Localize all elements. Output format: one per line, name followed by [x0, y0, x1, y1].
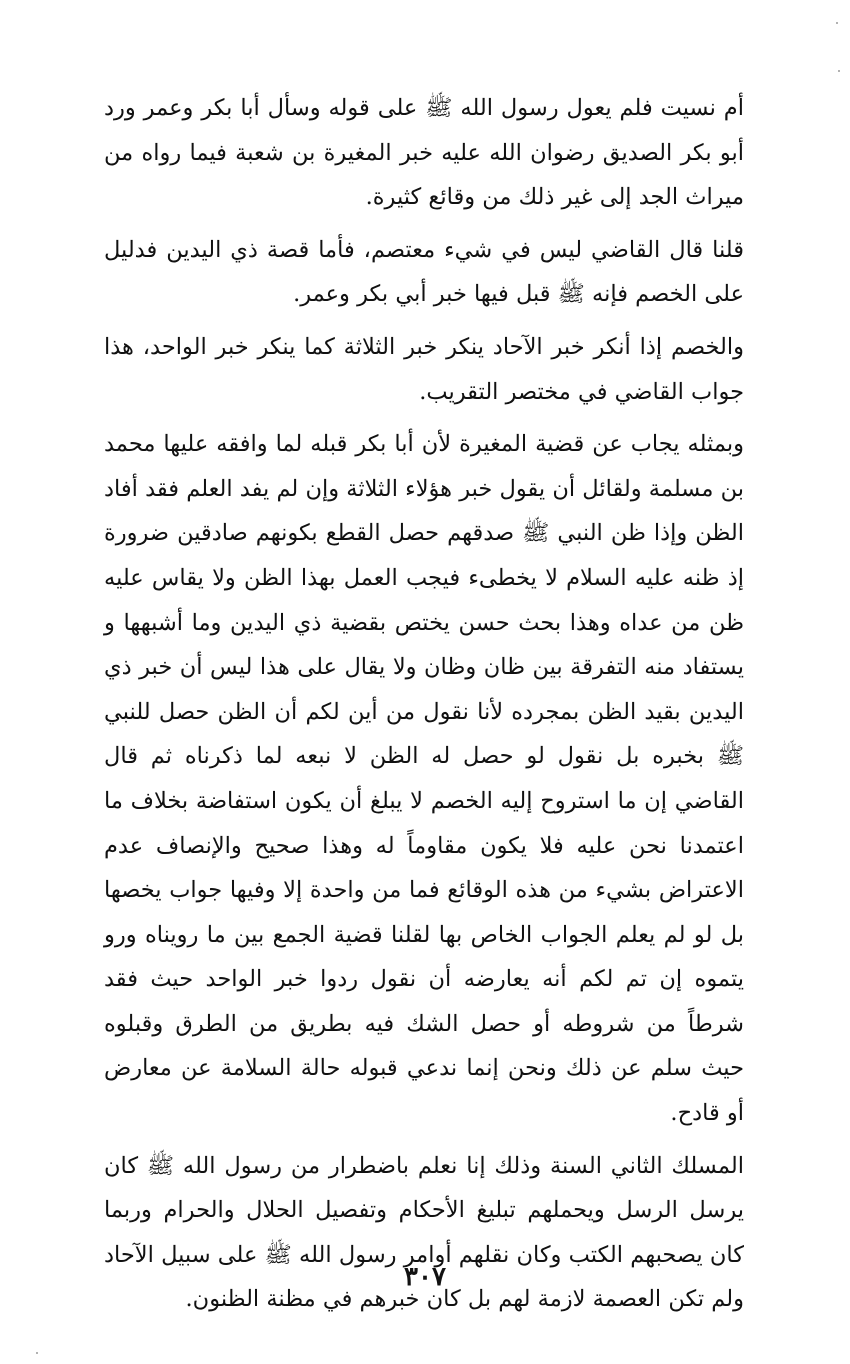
paragraph-5: المسلك الثاني السنة وذلك إنا نعلم باضطرار من رسول الله ﷺ كان يرسل الرسل ويحملهم تبليغ الأحكام وتفصيل الحلال والحرام وربما كان يصحبهم الكتب وكان نقلهم أوامر رسول الله ﷺ على سبيل الآحاد ولم تكن العصمة لازمة لهم بل كان خبرهم في مظنة الظنون. [104, 1152, 744, 1313]
paragraph-1: أم نسيت فلم يعول رسول الله ﷺ على قوله وسأل أبا بكر وعمر ورد أبو بكر الصديق رضوان الله عليه خبر المغيرة بن شعبة فيما رواه من ميراث الجد إلى غير ذلك من وقائع كثيرة. [104, 95, 744, 211]
page-number: ٣٠٧ [404, 1262, 446, 1292]
main-text [104, 86, 744, 1330]
paragraph-4: وبمثله يجاب عن قضية المغيرة لأن أبا بكر قبله لما وافقه عليها محمد بن مسلمة ولقائل أن يقول خبر هؤلاء الثلاثة وإن لم يفد العلم فقد أفاد الظن وإذا ظن النبي ﷺ صدقهم حصل القطع بكونهم صادقين ضرورة إذ ظنه عليه السلام لا يخطىء فيجب العمل بهذا الظن ولا يقاس عليه ظن من عداه وهذا بحث حسن يختص بقضية ذي اليدين وما أشبهها و يستفاد منه التفرقة بين ظان وظان ولا يقال على هذا ليس أن خبر ذي اليدين بقيد الظن بمجرده لأنا نقول من أين لكم أن الظن حصل للنبي ﷺ بخبره بل نقول لو حصل له الظن لا نبعه لما ذكرناه ثم قال القاضي إن ما استروح إليه الخصم لا يبلغ أن يكون استفاضة بخلاف ما اعتمدنا نحن عليه فلا يكون مقاوماً له وهذا صحيح والإنصاف عدم الاعتراض بشيء من هذه الوقائع فما من واحدة إلا وفيها جواب يخصها بل لو لم يعلم الجواب الخاص بها لقلنا قضية الجمع بين ما رويناه ورو يتموه إن تم لكم أنه يعارضه أن نقول ردوا خبر الواحد حيث فقد شرطاً من شروطه أو حصل الشك فيه بطريق من الطرق وقبلوه حيث سلم عن ذلك ونحن إنما ندعي قبوله حالة السلامة عن معارض أو قادح. [104, 431, 744, 1127]
scan-speck [838, 70, 840, 72]
scan-speck [836, 22, 838, 24]
paragraph-3: والخصم إذا أنكر خبر الآحاد ينكر خبر الثلاثة كما ينكر خبر الواحد، هذا جواب القاضي في مختصر التقريب. [104, 333, 744, 405]
paragraph-2: قلنا قال القاضي ليس في شيء معتصم، فأما قصة ذي اليدين فدليل على الخصم فإنه ﷺ قبل فيها خبر أبي بكر وعمر. [104, 236, 744, 308]
scan-speck [36, 1352, 38, 1354]
